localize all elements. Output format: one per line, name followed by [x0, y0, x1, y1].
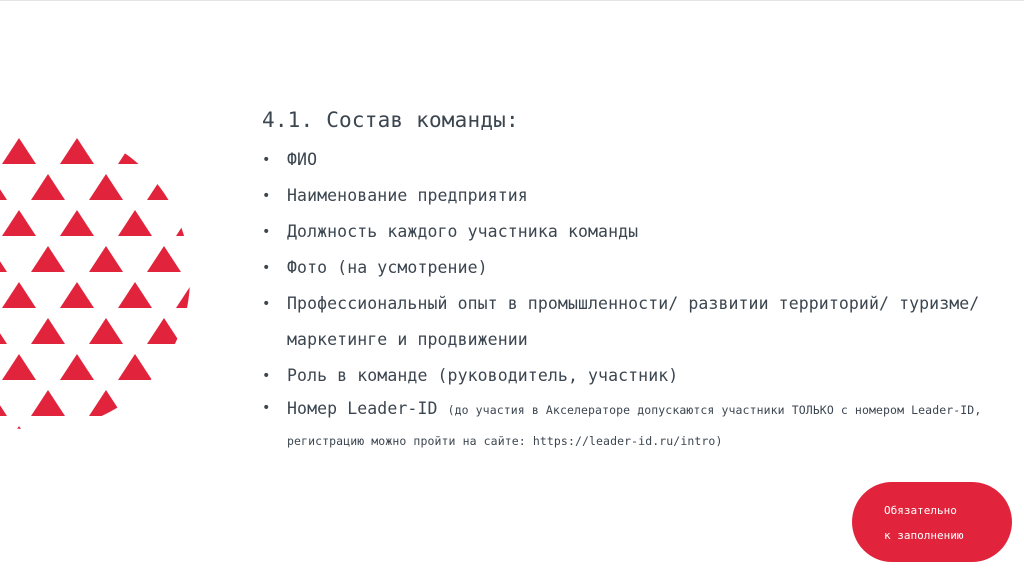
- list-item-text: Профессиональный опыт в промышленности/ развитии территорий/ туризме/ маркетинге и продвижении: [287, 294, 980, 349]
- bullet-icon: •: [262, 260, 271, 276]
- triangle-shape: [0, 174, 7, 200]
- triangle-shape: [60, 282, 94, 308]
- triangle-shape: [89, 318, 123, 344]
- triangle-shape: [118, 210, 152, 236]
- bullet-icon: •: [262, 400, 271, 416]
- leader-id-note: (до участия в Акселераторе допускаются участники ТОЛЬКО с номером Leader-ID, регистрацию можно пройти на сайте: https://leader-id.ru/intro): [287, 403, 982, 448]
- triangle-shape: [31, 246, 65, 272]
- triangle-shape: [176, 354, 200, 380]
- triangle-shape: [176, 426, 200, 440]
- badge-line-1: Обязательно: [884, 504, 957, 517]
- triangle-shape: [89, 390, 123, 416]
- list-item-text: Должность каждого участника команды: [287, 222, 639, 241]
- badge-line-2: к заполнению: [884, 529, 964, 542]
- triangle-shape: [176, 210, 200, 236]
- triangle-shape: [60, 138, 94, 164]
- triangle-shape: [2, 354, 36, 380]
- list-item-text: Наименование предприятия: [287, 186, 528, 205]
- triangle-shape: [147, 174, 181, 200]
- triangle-pattern-decoration: [0, 0, 200, 440]
- triangle-shape: [31, 174, 65, 200]
- bullet-icon: •: [262, 368, 271, 384]
- triangle-shape: [118, 354, 152, 380]
- list-item-text: ФИО: [287, 150, 318, 169]
- bullet-icon: •: [262, 224, 271, 240]
- triangle-shape: [0, 390, 7, 416]
- triangle-shape: [147, 246, 181, 272]
- list-item-role: [262, 358, 1002, 394]
- list-item-experience: [262, 286, 1002, 358]
- triangle-shape: [89, 246, 123, 272]
- triangle-shape: [0, 246, 7, 272]
- triangle-shape: [176, 138, 200, 164]
- triangle-shape: [89, 174, 123, 200]
- triangle-shape: [2, 282, 36, 308]
- triangle-shape: [2, 138, 36, 164]
- list-item-company: [262, 178, 1002, 214]
- slide-title: 4.1. Состав команды:: [262, 108, 519, 132]
- triangle-shape: [60, 210, 94, 236]
- triangle-shape: [118, 282, 152, 308]
- list-item-position: [262, 214, 1002, 250]
- slide-content: [262, 104, 1002, 456]
- bullet-icon: •: [262, 188, 271, 204]
- triangle-shape: [118, 138, 152, 164]
- leader-id-label: Номер Leader-ID: [287, 399, 438, 418]
- triangle-shape: [2, 426, 36, 440]
- triangle-shape: [176, 282, 200, 308]
- list-item-fio: [262, 142, 1002, 178]
- triangle-shape: [2, 210, 36, 236]
- bullet-icon: •: [262, 296, 271, 312]
- triangle-shape: [147, 390, 181, 416]
- list-item-text: Роль в команде (руководитель, участник): [287, 366, 679, 385]
- triangle-shape: [31, 390, 65, 416]
- triangle-shape: [60, 354, 94, 380]
- triangle-shape: [31, 318, 65, 344]
- list-item-leader-id: [262, 394, 1002, 456]
- triangle-shape: [0, 318, 7, 344]
- team-requirements-list: [262, 142, 1002, 456]
- triangle-shape: [60, 426, 94, 440]
- list-item-text: Фото (на усмотрение): [287, 258, 488, 277]
- list-item-photo: [262, 250, 1002, 286]
- triangle-shape: [118, 426, 152, 440]
- triangle-shape: [147, 318, 181, 344]
- bullet-icon: •: [262, 152, 271, 168]
- required-badge: [852, 482, 1012, 562]
